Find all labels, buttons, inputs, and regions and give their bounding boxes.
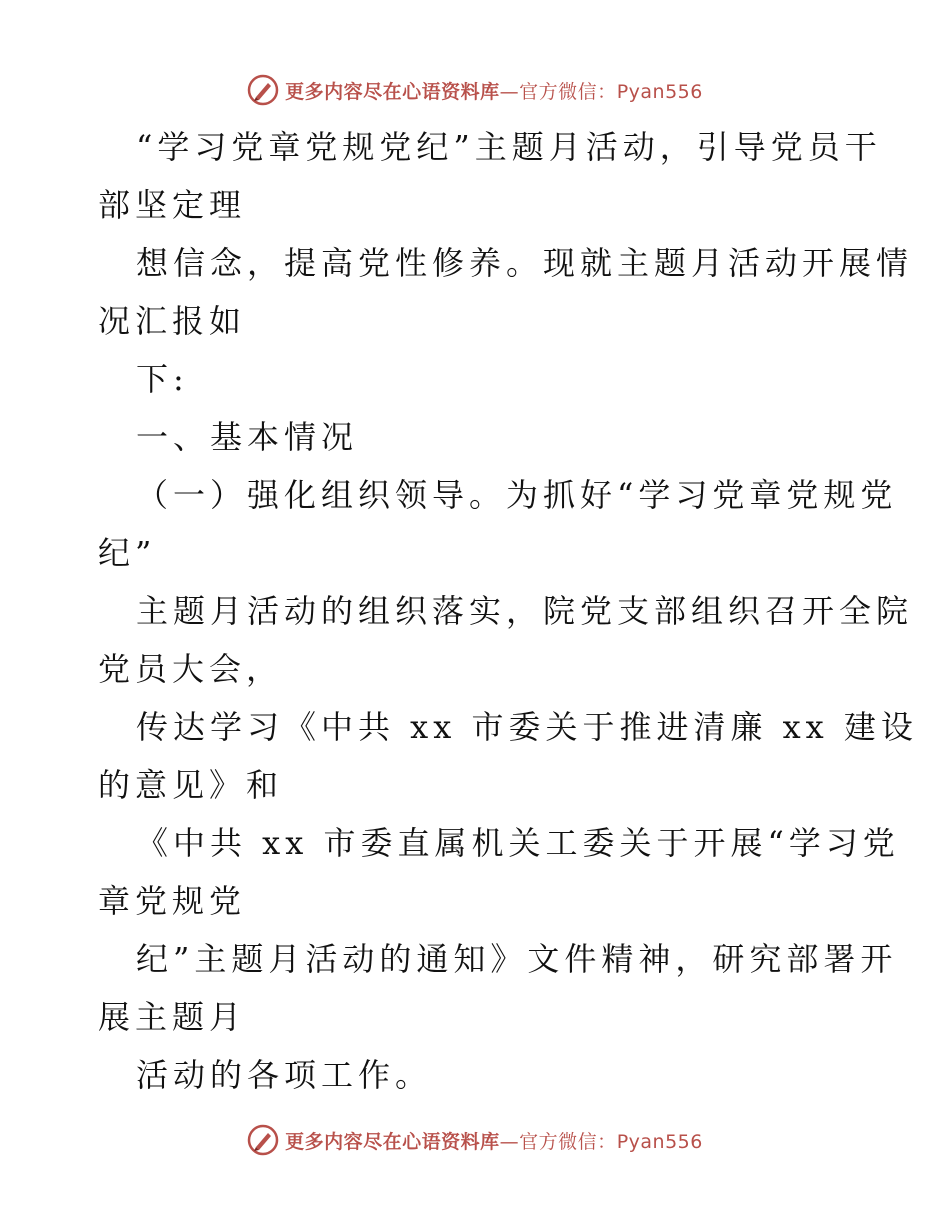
watermark-site: 更多内容尽在心语资料库 <box>285 80 500 103</box>
watermark-wechat-label: 官方微信： <box>519 1130 617 1153</box>
watermark-wechat-id: Pyan556 <box>616 1130 703 1153</box>
text-line: 活动的各项工作。 <box>136 1056 433 1094</box>
watermark-wechat-label: 官方微信： <box>519 80 617 103</box>
watermark-site: 更多内容尽在心语资料库 <box>285 1130 500 1153</box>
text-line: 党员大会， <box>98 650 284 688</box>
document-body <box>98 118 918 1104</box>
text-line: “学习党章党规党纪”主题月活动，引导党员干 <box>136 128 882 166</box>
text-line: 纪”主题月活动的通知》文件精神，研究部署开 <box>136 940 898 978</box>
text-line: 传达学习《中共 xx 市委关于推进清廉 xx 建设 <box>136 708 918 746</box>
watermark-wechat-id: Pyan556 <box>616 80 703 103</box>
text-line: （一）强化组织领导。为抓好“学习党章党规党 <box>136 476 898 514</box>
text-line: 展主题月 <box>98 998 247 1036</box>
section-heading: 一、基本情况 <box>136 418 359 456</box>
text-line: 部坚定理 <box>98 186 247 224</box>
text-line: 《中共 xx 市委直属机关工委关于开展“学习党 <box>136 824 900 862</box>
text-line: 的意见》和 <box>98 766 284 804</box>
pen-logo-icon <box>247 74 279 106</box>
watermark-text <box>285 77 703 104</box>
text-line: 纪” <box>98 534 157 572</box>
watermark-text <box>285 1127 703 1154</box>
text-line: 况汇报如 <box>98 302 247 340</box>
text-line: 主题月活动的组织落实，院党支部组织召开全院 <box>136 592 914 630</box>
pen-logo-icon <box>247 1124 279 1156</box>
watermark-footer <box>0 1124 950 1156</box>
text-line: 章党规党 <box>98 882 247 920</box>
watermark-dash: — <box>499 80 520 103</box>
text-line: 下: <box>136 360 189 398</box>
watermark-dash: — <box>499 1130 520 1153</box>
watermark-header <box>0 74 950 106</box>
text-line: 想信念，提高党性修养。现就主题月活动开展情 <box>136 244 914 282</box>
